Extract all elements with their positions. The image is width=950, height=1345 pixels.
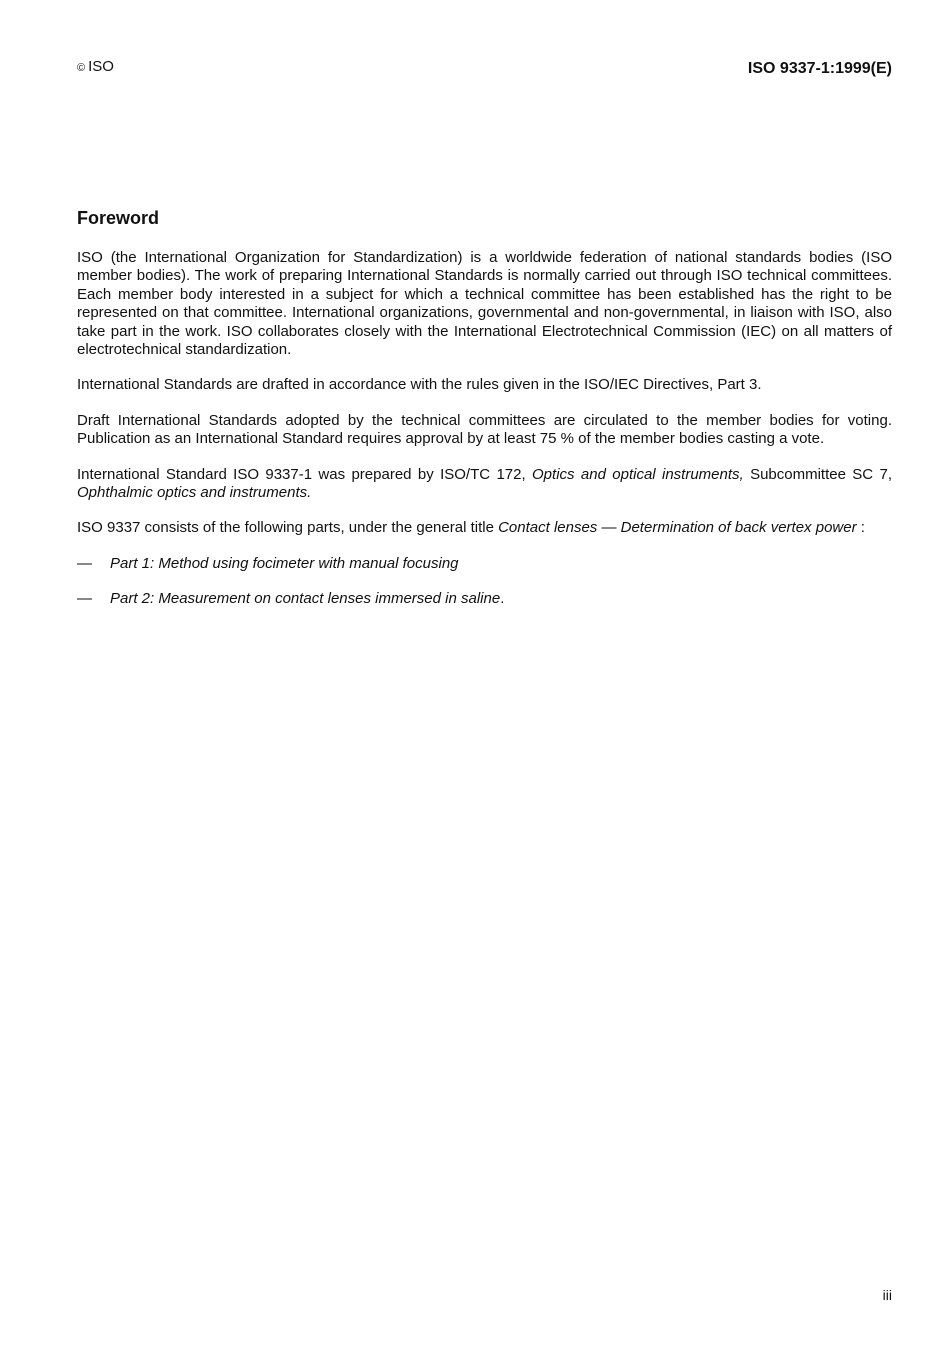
- page-number: iii: [882, 1287, 892, 1303]
- committee-name: Optics and optical instruments,: [532, 465, 744, 483]
- paragraph-parts-intro: [77, 519, 892, 537]
- part-suffix: .: [500, 590, 505, 608]
- dash-bullet: —: [77, 554, 92, 572]
- copyright-symbol: ©: [77, 62, 86, 74]
- header-copyright: [77, 58, 114, 77]
- prepared-by-text: International Standard ISO 9337-1 was prepared by ISO/TC 172,: [77, 465, 533, 483]
- part-title: Part 1: Method using focimeter with manual focusing: [110, 554, 459, 572]
- part-title: Part 2: Measurement on contact lenses immersed in saline: [110, 590, 501, 608]
- general-title: Contact lenses — Determination of back vertex power: [498, 519, 857, 537]
- header-left-text: ISO: [88, 58, 114, 75]
- list-item: [77, 555, 892, 573]
- paragraph-directives: International Standards are drafted in accordance with the rules given in the ISO/IEC Directives, Part 3.: [77, 376, 762, 394]
- parts-intro-text: ISO 9337 consists of the following parts, under the general title: [77, 519, 499, 537]
- list-item: [77, 590, 892, 608]
- subcommittee-name: Ophthalmic optics and instruments.: [77, 484, 312, 502]
- paragraph-prepared-by: [77, 466, 892, 503]
- foreword-section: [77, 207, 892, 626]
- subcommittee-text: Subcommittee SC 7,: [743, 465, 893, 483]
- page-title: Foreword: [77, 208, 160, 228]
- document-id: ISO 9337-1:1999(E): [747, 60, 892, 77]
- paragraph-draft-standards: Draft International Standards adopted by the technical committees are circulated to the member bodies for voting. Publication as an International Standard requires approval by at least 75 % of the member bodies casting a vote.: [77, 411, 892, 448]
- dash-bullet: —: [77, 590, 92, 608]
- parts-intro-suffix: :: [856, 519, 865, 537]
- paragraph-iso-intro: ISO (the International Organization for Standardization) is a worldwide federation of national standards bodies (ISO member bodies). The work of preparing International Standards is normally carried out through ISO technical committees. Each member body interested in a subject for which a technical committee has been established has the right to be represented on that committee. International organizations, governmental and non-governmental, in liaison with ISO, also take part in the work. ISO collaborates closely with the International Electrotechnical Commission (IEC) on all matters of electrotechnical standardization.: [77, 249, 892, 359]
